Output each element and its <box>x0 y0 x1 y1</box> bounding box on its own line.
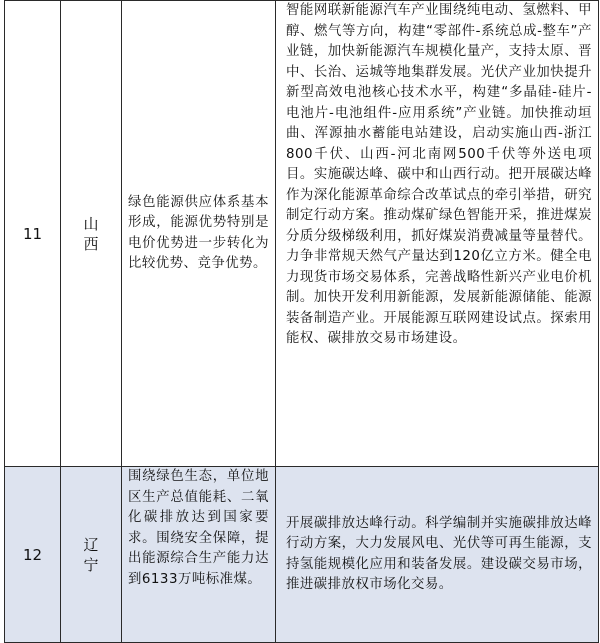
province-cell <box>61 467 122 643</box>
goal-cell: 绿色能源供应体系基本形成，能源优势特别是电价优势进一步转化为比较优势、竞争优势。 <box>122 1 276 467</box>
table-row <box>5 467 599 643</box>
table-row <box>5 1 599 467</box>
row-index: 11 <box>5 1 61 467</box>
policy-table <box>4 0 599 643</box>
measures-cell: 智能网联新能源汽车产业围绕纯电动、氢燃料、甲醇、燃气等方向，构建“零部件-系统总成-整车”产业链，加快新能源汽车规模化量产，支持太原、晋中、长治、运城等地集群发展。光伏产业加快提升新型高效电池核心技术水平，构建“多晶硅-硅片-电池片-电池组件-应用系统”产业链。加快推动垣曲、浑源抽水蓄能电站建设，启动实施山西-浙江800千伏、山西-河北南网500千伏等外送电项目。实施碳达峰、碳中和山西行动。把开展碳达峰作为深化能源革命综合改革试点的牵引举措，研究制定行动方案。推动煤矿绿色智能开采，推进煤炭分质分级梯级利用，抓好煤炭消费减量等量替代。力争非常规天然气产量达到120亿立方米。健全电力现货市场交易体系，完善战略性新兴产业电价机制。加快开发利用新能源，发展新能源储能、能源装备制造产业。开展能源互联网建设试点。探索用能权、碳排放交易市场建设。 <box>276 1 599 467</box>
row-index: 12 <box>5 467 61 643</box>
province-name: 辽宁 <box>83 535 99 574</box>
measures-cell: 开展碳排放达峰行动。科学编制并实施碳排放达峰行动方案，大力发展风电、光伏等可再生能源，支持氢能规模化应用和装备发展。建设碳交易市场，推进碳排放权市场化交易。 <box>276 467 599 643</box>
province-name: 山西 <box>83 214 99 253</box>
province-cell <box>61 1 122 467</box>
goal-cell: 围绕绿色生态，单位地区生产总值能耗、二氧化碳排放达到国家要求。围绕安全保障，提出能源综合生产能力达到6133万吨标准煤。 <box>122 467 276 643</box>
